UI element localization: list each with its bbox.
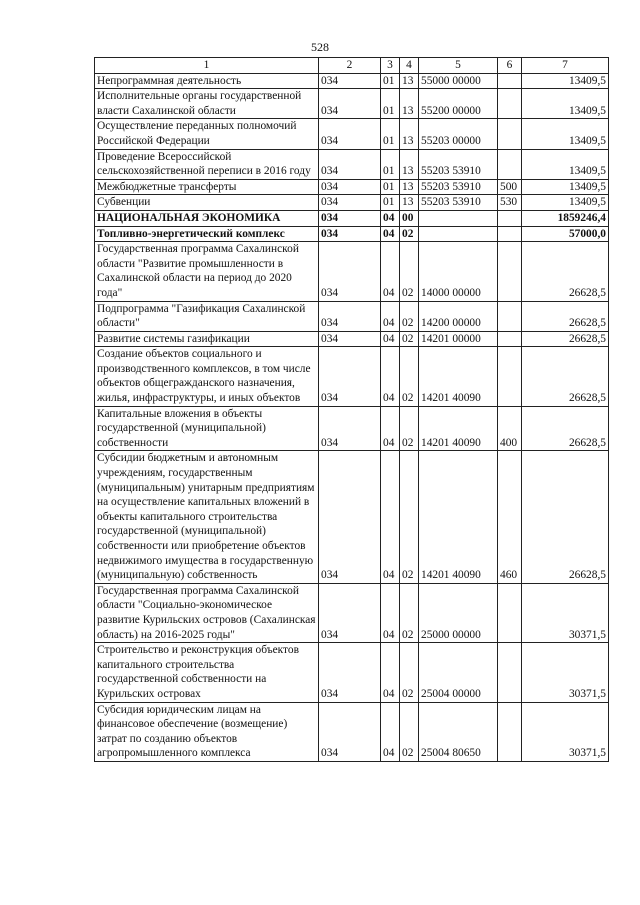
row-subsection: 02 — [400, 643, 419, 702]
row-amount: 13409,5 — [522, 89, 609, 119]
table-row — [95, 226, 609, 242]
table-row — [95, 119, 609, 149]
row-amount: 30371,5 — [522, 702, 609, 761]
table-row — [95, 89, 609, 119]
row-expense-type — [498, 347, 522, 406]
row-target-article: 55200 00000 — [419, 89, 498, 119]
row-expense-type — [498, 226, 522, 242]
col-header-7: 7 — [522, 58, 609, 74]
row-admin-code: 034 — [319, 643, 381, 702]
row-target-article: 55000 00000 — [419, 73, 498, 89]
row-amount: 30371,5 — [522, 643, 609, 702]
row-section: 04 — [381, 226, 400, 242]
row-amount: 26628,5 — [522, 406, 609, 451]
row-name: НАЦИОНАЛЬНАЯ ЭКОНОМИКА — [95, 210, 319, 226]
row-target-article: 14000 00000 — [419, 242, 498, 301]
col-header-4: 4 — [400, 58, 419, 74]
budget-table — [94, 57, 609, 762]
row-subsection: 13 — [400, 149, 419, 179]
row-expense-type — [498, 702, 522, 761]
col-header-5: 5 — [419, 58, 498, 74]
row-admin-code: 034 — [319, 73, 381, 89]
row-expense-type — [498, 331, 522, 347]
row-subsection: 02 — [400, 406, 419, 451]
row-amount: 26628,5 — [522, 451, 609, 583]
row-name: Развитие системы газификации — [95, 331, 319, 347]
row-subsection: 02 — [400, 347, 419, 406]
row-admin-code: 034 — [319, 451, 381, 583]
row-name: Проведение Всероссийской сельскохозяйственной переписи в 2016 году — [95, 149, 319, 179]
row-target-article: 14201 40090 — [419, 406, 498, 451]
table-row — [95, 451, 609, 583]
row-subsection: 02 — [400, 331, 419, 347]
row-admin-code: 034 — [319, 179, 381, 195]
row-name: Субсидии бюджетным и автономным учреждениям, государственным (муниципальным) унитарным предприятиям на осуществление капитальных вложений в объекты капитального строительства государственной (муниципальной) собственности или приобретение объектов недвижимого имущества в государственную (муниципальную) собственность — [95, 451, 319, 583]
table-row — [95, 702, 609, 761]
col-header-6: 6 — [498, 58, 522, 74]
row-name: Непрограммная деятельность — [95, 73, 319, 89]
row-subsection: 02 — [400, 702, 419, 761]
row-subsection: 02 — [400, 583, 419, 642]
row-subsection: 13 — [400, 195, 419, 211]
table-row — [95, 301, 609, 331]
row-expense-type — [498, 89, 522, 119]
row-admin-code: 034 — [319, 406, 381, 451]
row-target-article: 14200 00000 — [419, 301, 498, 331]
row-subsection: 13 — [400, 179, 419, 195]
row-amount: 26628,5 — [522, 301, 609, 331]
row-expense-type: 500 — [498, 179, 522, 195]
row-amount: 13409,5 — [522, 195, 609, 211]
row-amount: 57000,0 — [522, 226, 609, 242]
row-section: 04 — [381, 210, 400, 226]
row-amount: 26628,5 — [522, 347, 609, 406]
table-row — [95, 195, 609, 211]
row-admin-code: 034 — [319, 242, 381, 301]
row-admin-code: 034 — [319, 301, 381, 331]
row-subsection: 02 — [400, 242, 419, 301]
row-target-article: 55203 53910 — [419, 149, 498, 179]
row-admin-code: 034 — [319, 331, 381, 347]
row-admin-code: 034 — [319, 583, 381, 642]
row-admin-code: 034 — [319, 226, 381, 242]
row-expense-type — [498, 73, 522, 89]
row-amount: 13409,5 — [522, 179, 609, 195]
row-name: Субсидия юридическим лицам на финансовое обеспечение (возмещение) затрат по созданию объектов агропромышленного комплекса — [95, 702, 319, 761]
row-section: 04 — [381, 301, 400, 331]
row-amount: 26628,5 — [522, 242, 609, 301]
row-name: Создание объектов социального и производственного комплексов, в том числе объектов общегражданского назначения, жилья, инфраструктуры, и иных объектов — [95, 347, 319, 406]
row-target-article: 55203 53910 — [419, 179, 498, 195]
row-subsection: 00 — [400, 210, 419, 226]
row-amount: 1859246,4 — [522, 210, 609, 226]
row-subsection: 13 — [400, 119, 419, 149]
row-target-article: 25000 00000 — [419, 583, 498, 642]
row-subsection: 02 — [400, 301, 419, 331]
row-name: Строительство и реконструкция объектов капитального строительства государственной собственности на Курильских островах — [95, 643, 319, 702]
row-admin-code: 034 — [319, 195, 381, 211]
row-section: 01 — [381, 119, 400, 149]
row-target-article: 55203 00000 — [419, 119, 498, 149]
row-expense-type: 400 — [498, 406, 522, 451]
table-row — [95, 210, 609, 226]
row-name: Межбюджетные трансферты — [95, 179, 319, 195]
row-amount: 13409,5 — [522, 149, 609, 179]
row-name: Подпрограмма "Газификация Сахалинской области" — [95, 301, 319, 331]
row-section: 04 — [381, 406, 400, 451]
row-section: 01 — [381, 89, 400, 119]
row-target-article: 25004 00000 — [419, 643, 498, 702]
row-name: Государственная программа Сахалинской области "Развитие промышленности в Сахалинской области на период до 2020 года" — [95, 242, 319, 301]
row-expense-type: 460 — [498, 451, 522, 583]
col-header-3: 3 — [381, 58, 400, 74]
table-row — [95, 643, 609, 702]
header-row — [95, 58, 609, 74]
col-header-2: 2 — [319, 58, 381, 74]
row-name: Субвенции — [95, 195, 319, 211]
row-subsection: 02 — [400, 451, 419, 583]
row-name: Исполнительные органы государственной власти Сахалинской области — [95, 89, 319, 119]
row-section: 04 — [381, 347, 400, 406]
table-row — [95, 406, 609, 451]
row-admin-code: 034 — [319, 702, 381, 761]
row-target-article: 55203 53910 — [419, 195, 498, 211]
row-admin-code: 034 — [319, 210, 381, 226]
row-target-article — [419, 226, 498, 242]
table-row — [95, 242, 609, 301]
row-expense-type — [498, 119, 522, 149]
row-target-article — [419, 210, 498, 226]
row-expense-type — [498, 643, 522, 702]
row-amount: 26628,5 — [522, 331, 609, 347]
table-row — [95, 73, 609, 89]
col-header-1: 1 — [95, 58, 319, 74]
row-section: 01 — [381, 179, 400, 195]
table-row — [95, 583, 609, 642]
row-amount: 13409,5 — [522, 73, 609, 89]
page-number: 528 — [311, 40, 329, 54]
row-admin-code: 034 — [319, 89, 381, 119]
row-name: Осуществление переданных полномочий Российской Федерации — [95, 119, 319, 149]
row-section: 04 — [381, 643, 400, 702]
row-subsection: 02 — [400, 226, 419, 242]
row-section: 04 — [381, 702, 400, 761]
row-admin-code: 034 — [319, 149, 381, 179]
row-amount: 13409,5 — [522, 119, 609, 149]
row-target-article: 14201 00000 — [419, 331, 498, 347]
row-name: Топливно-энергетический комплекс — [95, 226, 319, 242]
row-section: 01 — [381, 149, 400, 179]
row-section: 04 — [381, 242, 400, 301]
table-row — [95, 347, 609, 406]
row-expense-type: 530 — [498, 195, 522, 211]
table-row — [95, 331, 609, 347]
row-target-article: 25004 80650 — [419, 702, 498, 761]
row-expense-type — [498, 242, 522, 301]
row-admin-code: 034 — [319, 119, 381, 149]
row-expense-type — [498, 583, 522, 642]
row-amount: 30371,5 — [522, 583, 609, 642]
table-row — [95, 179, 609, 195]
row-admin-code: 034 — [319, 347, 381, 406]
row-expense-type — [498, 210, 522, 226]
row-target-article: 14201 40090 — [419, 451, 498, 583]
row-expense-type — [498, 301, 522, 331]
row-section: 01 — [381, 195, 400, 211]
row-section: 01 — [381, 73, 400, 89]
row-target-article: 14201 40090 — [419, 347, 498, 406]
row-name: Государственная программа Сахалинской области "Социально-экономическое развитие Курильских островов (Сахалинская область) на 2016-2025 годы" — [95, 583, 319, 642]
row-subsection: 13 — [400, 89, 419, 119]
row-name: Капитальные вложения в объекты государственной (муниципальной) собственности — [95, 406, 319, 451]
table-row — [95, 149, 609, 179]
row-subsection: 13 — [400, 73, 419, 89]
row-expense-type — [498, 149, 522, 179]
row-section: 04 — [381, 451, 400, 583]
row-section: 04 — [381, 331, 400, 347]
row-section: 04 — [381, 583, 400, 642]
